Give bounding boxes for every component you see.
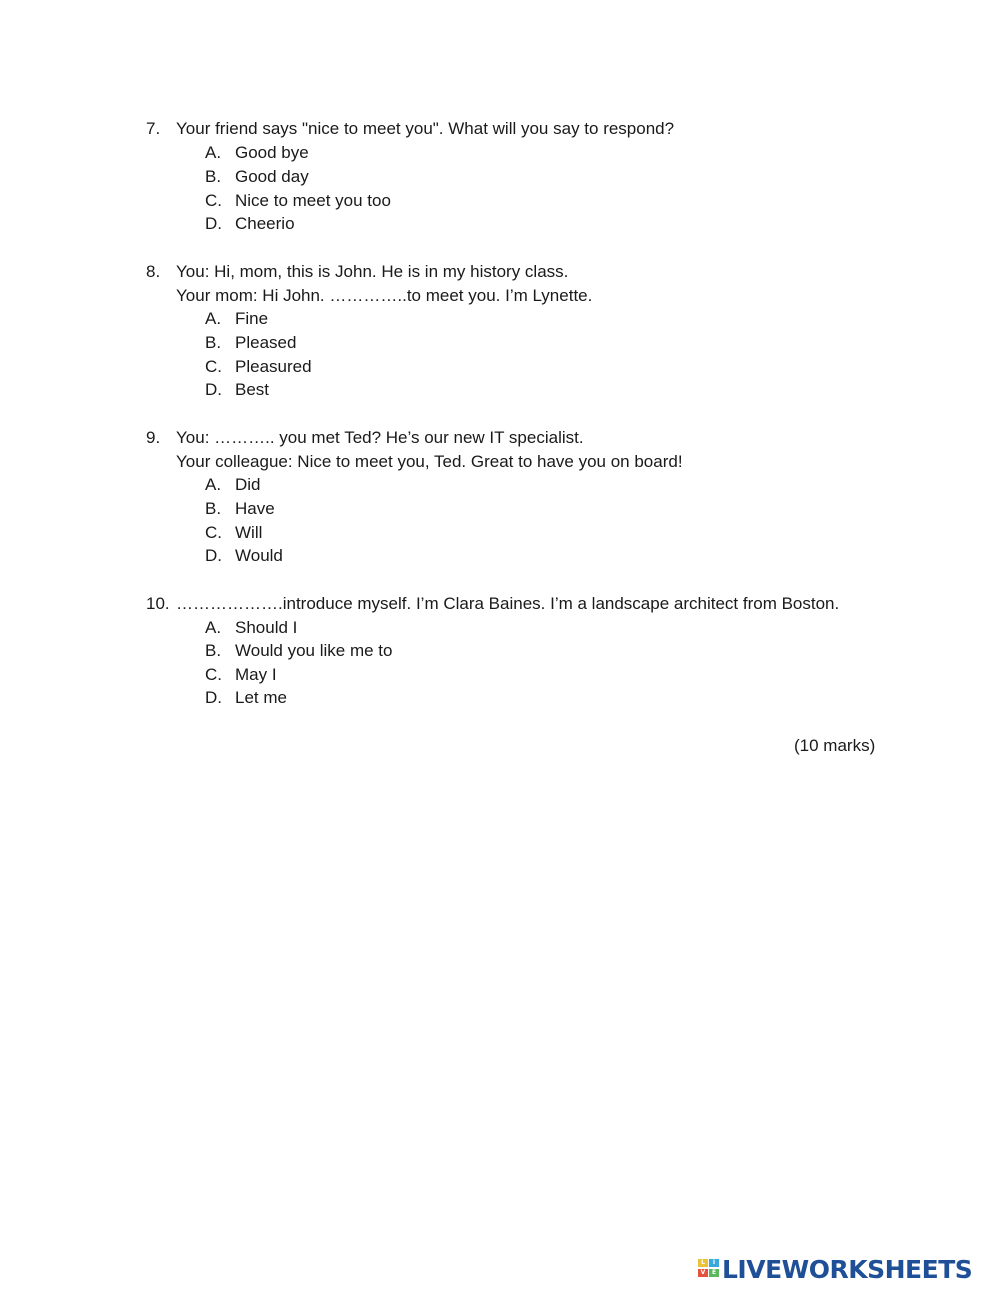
option-text: Good day: [235, 167, 309, 186]
option-letter: C.: [205, 523, 222, 542]
option-text: Have: [235, 499, 275, 518]
question-stem: ……………….introduce myself. I’m Clara Baines. I’m a landscape architect from Boston.: [176, 594, 840, 613]
option-text: Pleasured: [235, 357, 312, 376]
question-stem: Your friend says "nice to meet you". What will you say to respond?: [176, 119, 675, 138]
question-number: 8.: [146, 262, 161, 281]
logo-text: LIVEWORKSHEETS: [722, 1255, 973, 1284]
option-text: Did: [235, 475, 261, 494]
option-text: Good bye: [235, 143, 309, 162]
option-letter: A.: [205, 618, 222, 637]
option-text: Let me: [235, 688, 287, 707]
question-number: 9.: [146, 428, 161, 447]
option-letter: C.: [205, 665, 222, 684]
option-letter: D.: [205, 380, 222, 399]
option-letter: B.: [205, 333, 222, 352]
option-text: Cheerio: [235, 214, 295, 233]
option-text: May I: [235, 665, 277, 684]
question-stem: You: ……….. you met Ted? He’s our new IT specialist.: [176, 428, 584, 447]
option-letter: B.: [205, 499, 222, 518]
option-letter: C.: [205, 357, 222, 376]
option-text: Should I: [235, 618, 298, 637]
option-text: Would: [235, 546, 283, 565]
logo-block: E: [709, 1269, 719, 1277]
option-letter: D.: [205, 546, 222, 565]
logo-block: I: [709, 1259, 719, 1267]
option-letter: A.: [205, 143, 222, 162]
option-letter: D.: [205, 214, 222, 233]
question-number: 10.: [146, 594, 170, 613]
option-letter: A.: [205, 475, 222, 494]
question-stem: You: Hi, mom, this is John. He is in my history class.: [176, 262, 569, 281]
option-letter: B.: [205, 641, 222, 660]
option-text: Pleased: [235, 333, 297, 352]
question-number: 7.: [146, 119, 161, 138]
option-text: Would you like me to: [235, 641, 393, 660]
option-letter: A.: [205, 309, 222, 328]
option-text: Best: [235, 380, 270, 399]
liveworksheets-logo: [698, 1256, 972, 1284]
option-text: Will: [235, 523, 263, 542]
question-stem: Your mom: Hi John. …………..to meet you. I’m Lynette.: [176, 286, 593, 305]
logo-block: V: [698, 1269, 708, 1277]
total-marks: (10 marks): [794, 736, 876, 755]
option-text: Nice to meet you too: [235, 191, 391, 210]
logo-blocks-icon: [698, 1257, 720, 1283]
logo-block: L: [698, 1259, 708, 1267]
option-text: Fine: [235, 309, 269, 328]
option-letter: D.: [205, 688, 222, 707]
option-letter: C.: [205, 191, 222, 210]
question-stem: Your colleague: Nice to meet you, Ted. Great to have you on board!: [176, 452, 683, 471]
option-letter: B.: [205, 167, 222, 186]
